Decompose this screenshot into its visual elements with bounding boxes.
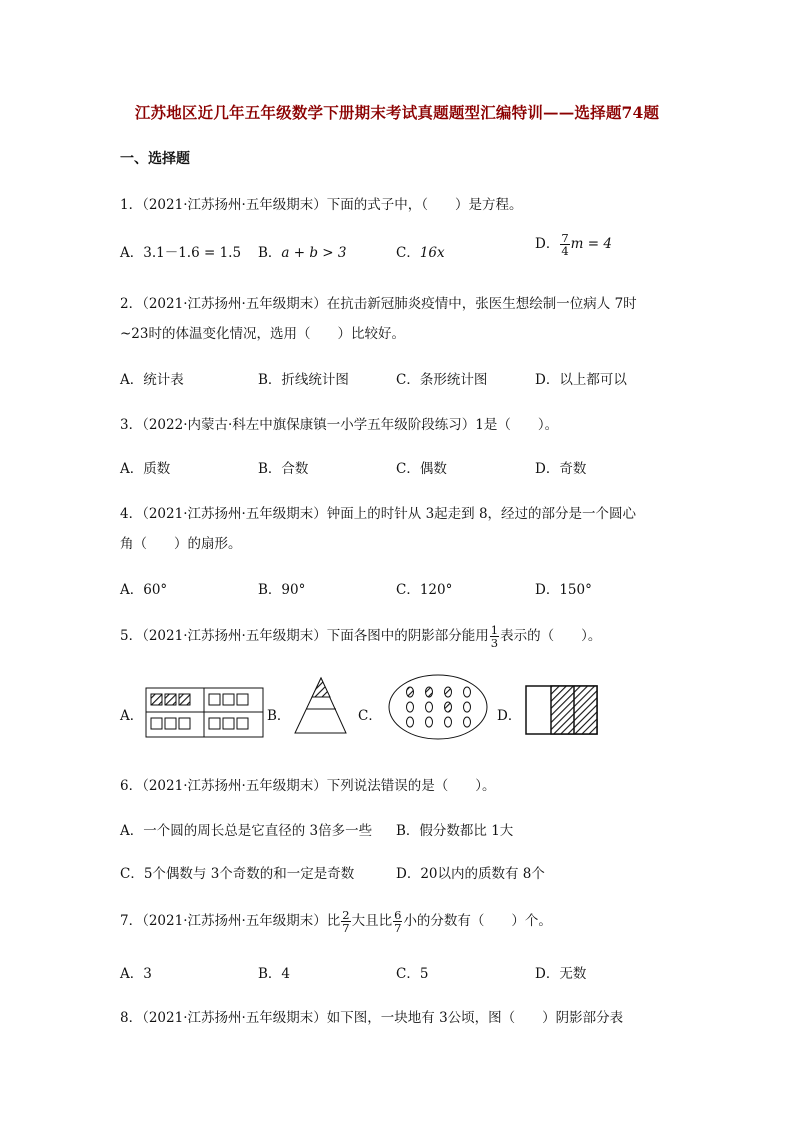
q7-option-a[interactable]: A．3	[120, 966, 152, 982]
q4-option-b[interactable]: B．90°	[258, 582, 306, 598]
q7-stem-post: 小的分数有（ ）个。	[403, 913, 552, 929]
q6-option-d[interactable]: D．20以内的质数有 8个	[396, 866, 545, 882]
q1-c-expr: 16x	[419, 245, 445, 261]
q6-option-a[interactable]: A．一个圆的周长总是它直径的 3倍多一些	[120, 823, 373, 839]
q5-stem-post: 表示的（ ）。	[500, 628, 602, 644]
q8-stem-line1: 8．（2021·江苏扬州·五年级期末）如下图，一块地有 3公顷，图（ ）阴影部分表	[120, 1010, 624, 1026]
q5-option-d-label[interactable]: D．	[497, 708, 522, 724]
q7-f2-den: 7	[394, 921, 402, 935]
q4-stem-line2: 角（ ）的扇形。	[120, 536, 242, 552]
q1-d-num: 7	[561, 231, 569, 245]
q1-b-label: B．	[258, 245, 282, 261]
figure-a-grid[interactable]	[146, 688, 263, 737]
figure-d-rectangle[interactable]	[526, 686, 597, 734]
q7-option-d[interactable]: D．无数	[535, 966, 587, 982]
q4-option-c[interactable]: C．120°	[396, 582, 453, 598]
q5-frac-num: 1	[490, 623, 499, 637]
page-title: 江苏地区近几年五年级数学下册期末考试真题题型汇编特训——选择题74题	[134, 103, 660, 122]
q1-d-den: 4	[561, 244, 569, 258]
q7-option-b[interactable]: B．4	[258, 966, 291, 982]
q5-option-b-label[interactable]: B．	[267, 708, 291, 724]
q7-stem-mid: 大且比	[351, 913, 393, 929]
q1-d-label: D．	[535, 236, 560, 252]
q3-option-c[interactable]: C．偶数	[396, 461, 447, 477]
q4-option-d[interactable]: D．150°	[535, 582, 592, 598]
q1-c-label: C．	[396, 245, 420, 261]
section-heading: 一、选择题	[120, 151, 190, 167]
q1-a-expr: 3.1－1.6 = 1.5	[143, 245, 242, 261]
q5-option-a-label[interactable]: A．	[120, 708, 144, 724]
q5-option-c-label[interactable]: C．	[358, 708, 382, 724]
q2-option-d[interactable]: D．以上都可以	[535, 372, 627, 388]
q2-option-c[interactable]: C．条形统计图	[396, 372, 488, 388]
figure-b-triangle[interactable]	[295, 678, 346, 733]
q3-option-a[interactable]: A．质数	[120, 461, 171, 477]
q1-d-rest: m = 4	[570, 236, 612, 252]
q7-stem	[120, 909, 552, 934]
figure-c-ellipse[interactable]	[389, 675, 487, 739]
q7-fraction-1	[341, 909, 350, 934]
q4-option-a[interactable]: A．60°	[120, 582, 168, 598]
q3-option-b[interactable]: B．合数	[258, 461, 309, 477]
q2-option-a[interactable]: A．统计表	[120, 372, 184, 388]
q7-stem-pre: 7．（2021·江苏扬州·五年级期末）比	[120, 913, 341, 929]
q6-option-b[interactable]: B．假分数都比 1大	[396, 823, 514, 839]
q1-a-label: A．	[120, 245, 144, 261]
q1-b-expr: a + b > 3	[281, 245, 347, 261]
q5-stem-pre: 5．（2021·江苏扬州·五年级期末）下面各图中的阴影部分能用	[120, 628, 489, 644]
q2-stem-line2: ~23时的体温变化情况，选用（ ）比较好。	[120, 326, 405, 342]
q3-option-d[interactable]: D．奇数	[535, 461, 587, 477]
q6-stem: 6．（2021·江苏扬州·五年级期末）下列说法错误的是（ ）。	[120, 778, 496, 794]
q2-stem-line1: 2．（2021·江苏扬州·五年级期末）在抗击新冠肺炎疫情中，张医生想绘制一位病人 7时	[120, 296, 637, 312]
q4-stem-line1: 4．（2021·江苏扬州·五年级期末）钟面上的时针从 3起走到 8，经过的部分是一个圆心	[120, 506, 637, 522]
q6-option-c[interactable]: C．5个偶数与 3个奇数的和一定是奇数	[120, 866, 355, 882]
q7-f2-num: 6	[394, 908, 402, 922]
q7-f1-num: 2	[342, 908, 350, 922]
q7-fraction-2	[393, 909, 402, 934]
q5-frac-den: 3	[490, 636, 499, 650]
q7-option-c[interactable]: C．5	[396, 966, 429, 982]
q7-f1-den: 7	[342, 921, 350, 935]
q3-stem: 3．（2022·内蒙古·科左中旗保康镇一小学五年级阶段练习）1是（ ）。	[120, 417, 559, 433]
q2-option-b[interactable]: B．折线统计图	[258, 372, 349, 388]
q1-stem: 1．（2021·江苏扬州·五年级期末）下面的式子中，（ ）是方程。	[120, 197, 523, 213]
